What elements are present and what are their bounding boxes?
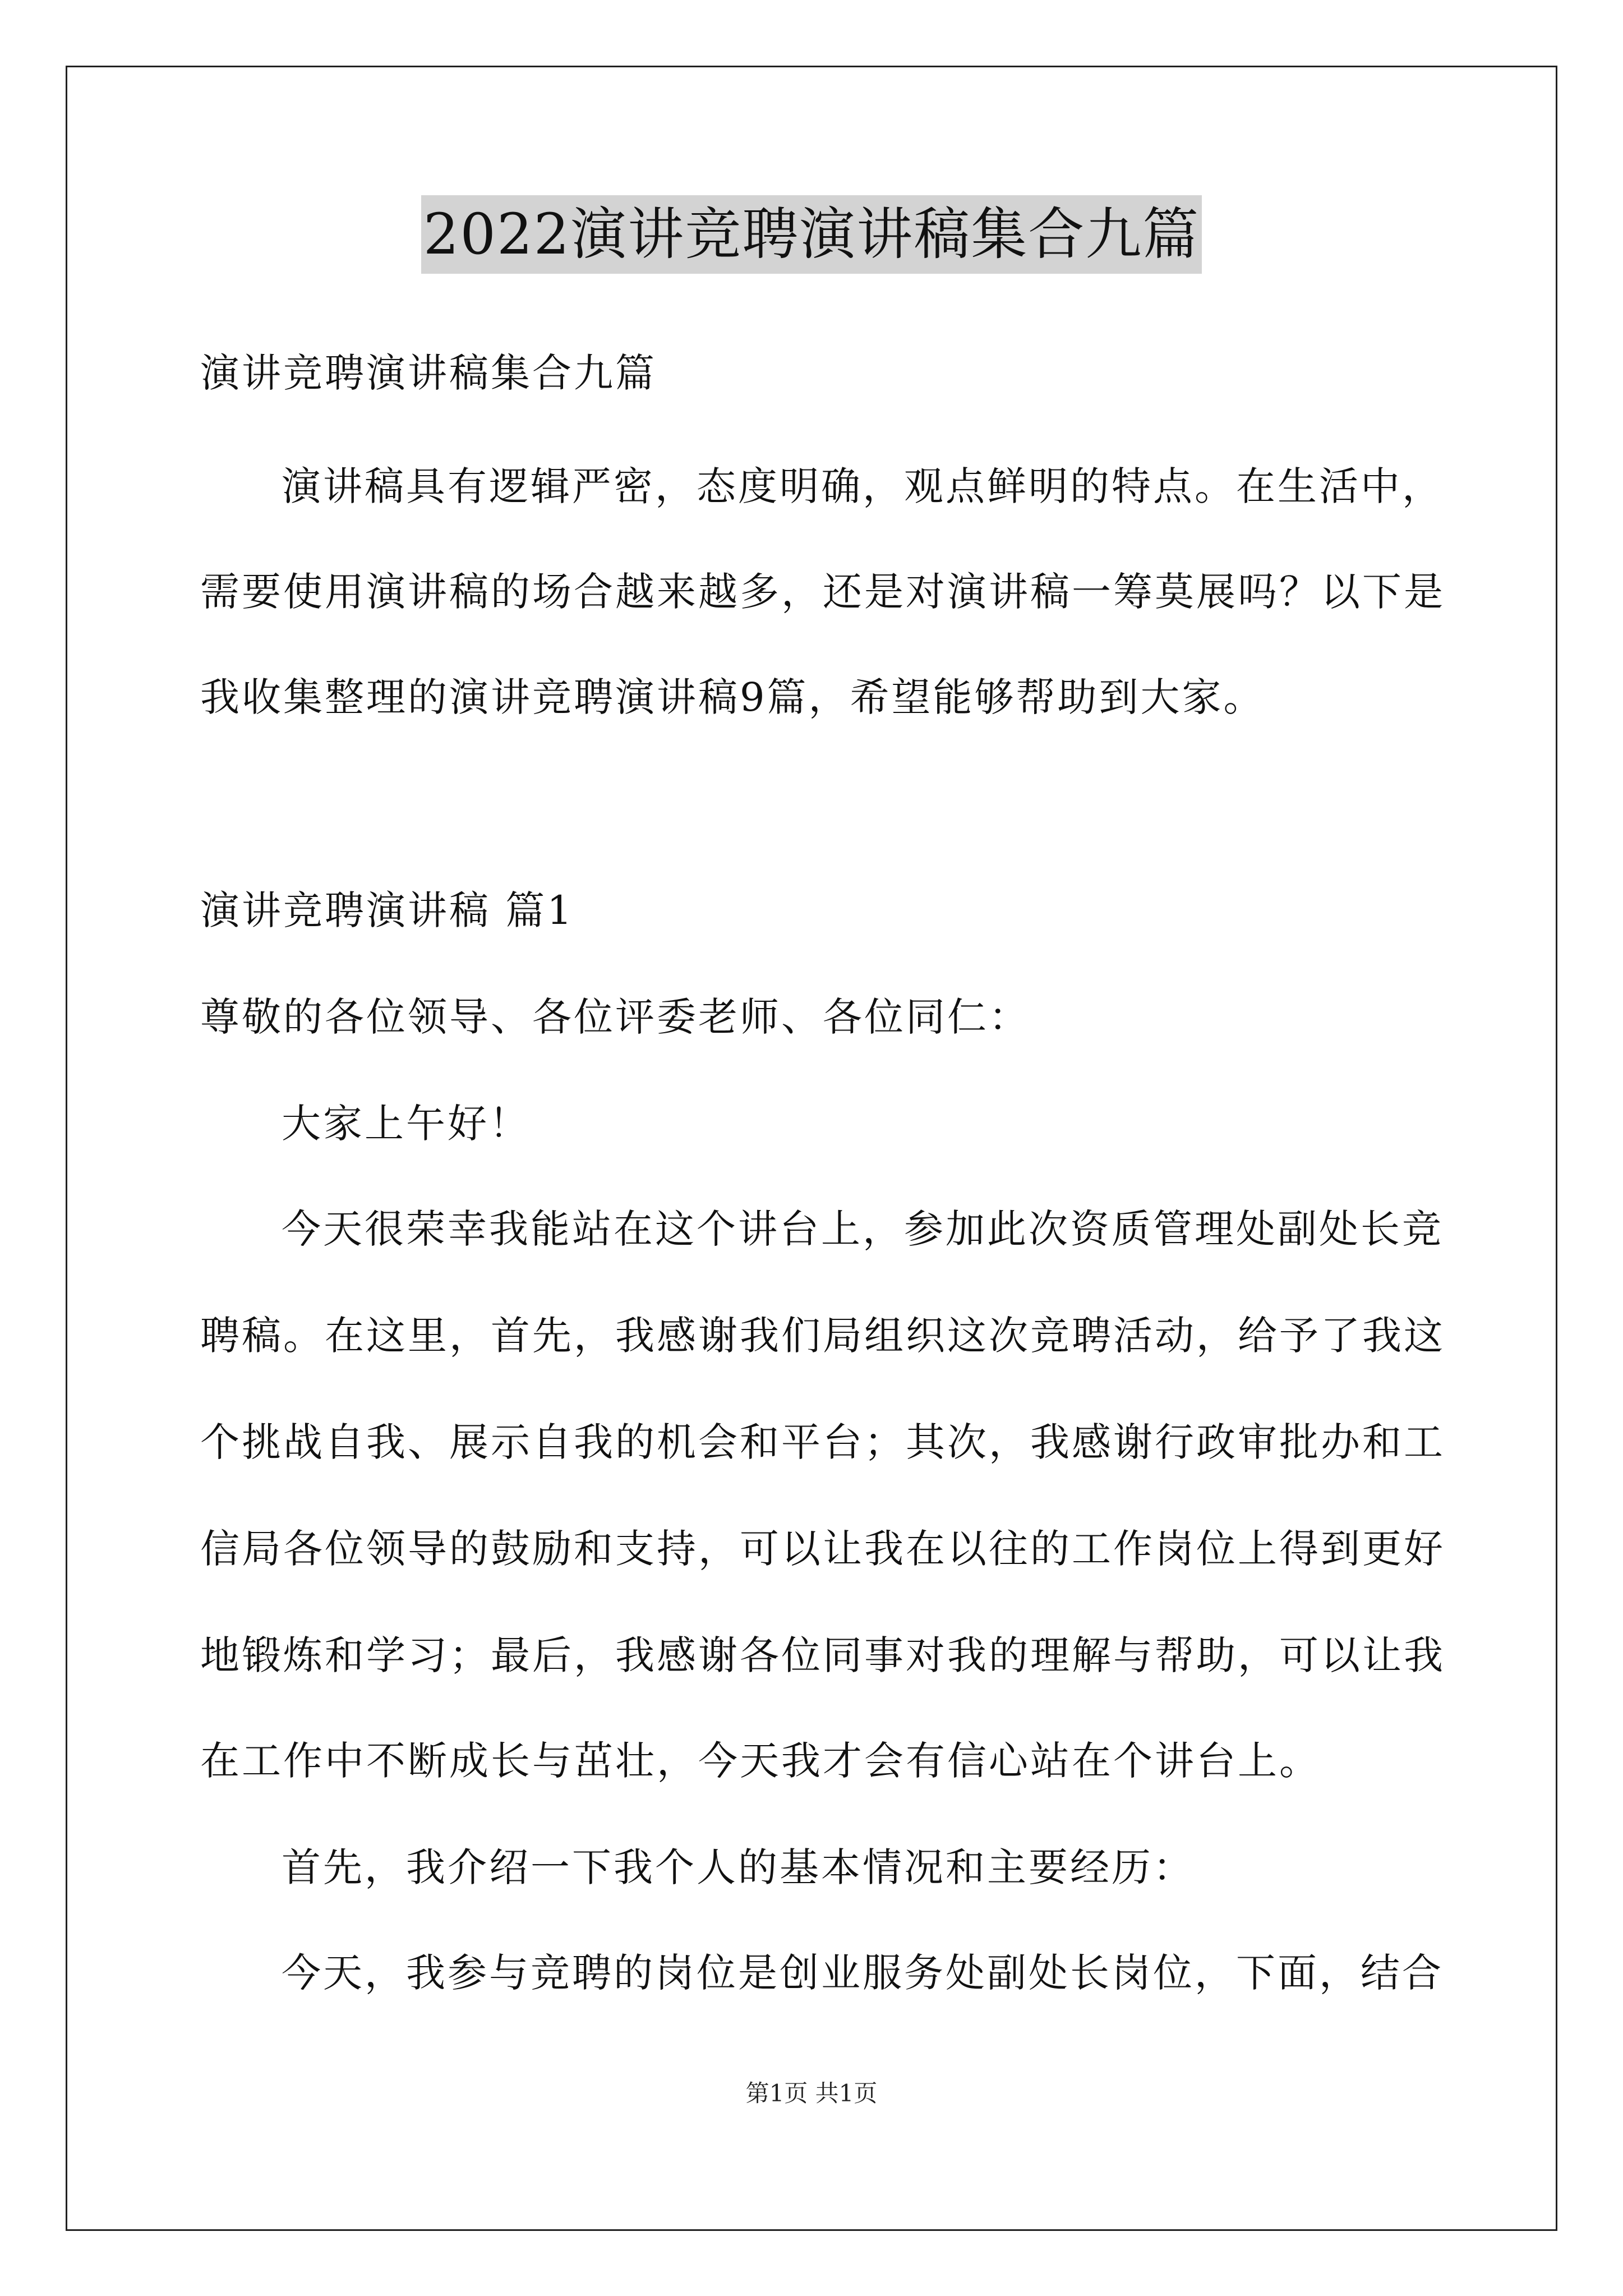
salutation-line: 大家上午好！ — [282, 1101, 531, 1147]
intro-line-2: 需要使用演讲稿的场合越来越多，还是对演讲稿一筹莫展吗？以下是 — [200, 569, 1445, 615]
paragraph-2-line-1: 首先，我介绍一下我个人的基本情况和主要经历： — [282, 1844, 1195, 1890]
paragraph-1-line-1: 今天很荣幸我能站在这个讲台上，参加此次资质管理处副处长竞 — [282, 1206, 1444, 1252]
paragraph-1-line-2: 聘稿。在这里，首先，我感谢我们局组织这次竞聘活动，给予了我这 — [200, 1313, 1445, 1359]
paragraph-1-line-4: 信局各位领导的鼓励和支持，可以让我在以往的工作岗位上得到更好 — [200, 1526, 1445, 1572]
document-title: 2022演讲竞聘演讲稿集合九篇 — [421, 195, 1202, 274]
page-number-footer: 第1页 共1页 — [745, 2079, 878, 2107]
paragraph-1-line-3: 个挑战自我、展示自我的机会和平台；其次，我感谢行政审批办和工 — [200, 1419, 1445, 1465]
intro-line-1: 演讲稿具有逻辑严密，态度明确，观点鲜明的特点。在生活中， — [282, 463, 1444, 509]
intro-line-3: 我收集整理的演讲竞聘演讲稿9篇，希望能够帮助到大家。 — [200, 674, 1265, 720]
paragraph-3-line-1: 今天，我参与竞聘的岗位是创业服务处副处长岗位，下面，结合 — [282, 1950, 1444, 1996]
paragraph-1-line-6: 在工作中不断成长与茁壮，今天我才会有信心站在个讲台上。 — [200, 1738, 1321, 1784]
title-container — [0, 195, 1623, 274]
paragraph-1-line-5: 地锻炼和学习；最后，我感谢各位同事对我的理解与帮助，可以让我 — [200, 1632, 1445, 1678]
document-subtitle: 演讲竞聘演讲稿集合九篇 — [200, 350, 657, 396]
greeting-line: 尊敬的各位领导、各位评委老师、各位同仁： — [200, 994, 1030, 1040]
section-heading: 演讲竞聘演讲稿 篇1 — [200, 887, 574, 933]
